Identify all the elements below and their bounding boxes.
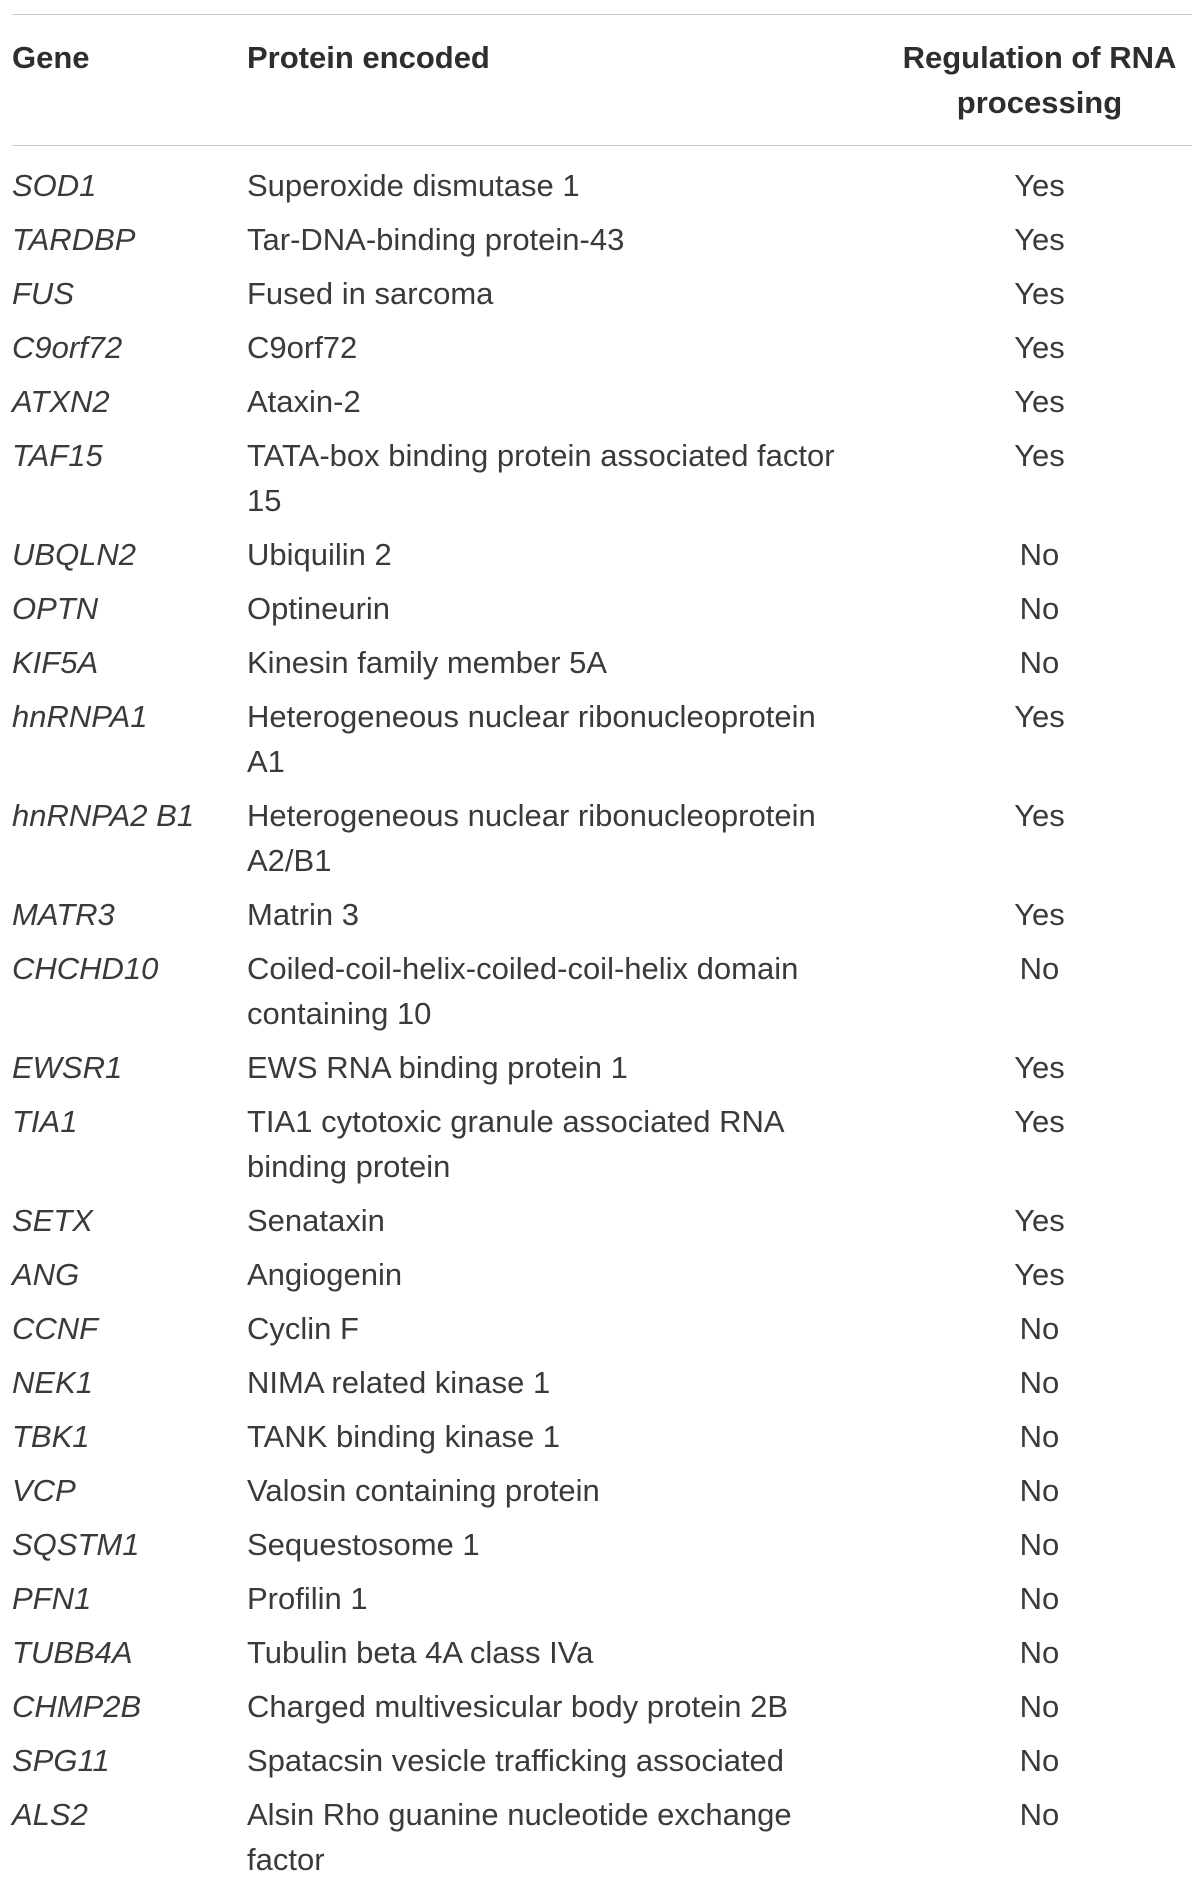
regulation-cell: No: [837, 586, 1192, 640]
table-row: [12, 1414, 1192, 1468]
table-row: [12, 1045, 1192, 1099]
gene-cell: TARDBP: [12, 217, 247, 271]
protein-cell: Coiled-coil-helix-coiled-coil-helix domain containing 10: [247, 946, 837, 1045]
regulation-cell: No: [837, 532, 1192, 586]
table-row: [12, 1306, 1192, 1360]
table-row: [12, 1360, 1192, 1414]
regulation-cell: No: [837, 1738, 1192, 1792]
table-row: [12, 1198, 1192, 1252]
gene-cell: KIF5A: [12, 640, 247, 694]
table-row: [12, 694, 1192, 793]
protein-cell: Cyclin F: [247, 1306, 837, 1360]
protein-cell: Matrin 3: [247, 892, 837, 946]
protein-cell: Sequestosome 1: [247, 1522, 837, 1576]
regulation-cell: Yes: [837, 433, 1192, 532]
gene-cell: SPG11: [12, 1738, 247, 1792]
regulation-cell: No: [837, 1522, 1192, 1576]
table-row: [12, 1738, 1192, 1792]
table-row: [12, 640, 1192, 694]
gene-cell: SETX: [12, 1198, 247, 1252]
gene-cell: ATXN2: [12, 379, 247, 433]
protein-cell: Heterogeneous nuclear ribonucleoprotein A1: [247, 694, 837, 793]
gene-cell: CHMP2B: [12, 1684, 247, 1738]
regulation-cell: No: [837, 1360, 1192, 1414]
regulation-cell: Yes: [837, 892, 1192, 946]
gene-cell: TBK1: [12, 1414, 247, 1468]
regulation-cell: Yes: [837, 325, 1192, 379]
protein-cell: Senataxin: [247, 1198, 837, 1252]
protein-cell: TIA1 cytotoxic granule associated RNA binding protein: [247, 1099, 837, 1198]
regulation-cell: Yes: [837, 1198, 1192, 1252]
gene-cell: SQSTM1: [12, 1522, 247, 1576]
table-row: [12, 1576, 1192, 1630]
regulation-cell: Yes: [837, 1099, 1192, 1198]
regulation-cell: No: [837, 640, 1192, 694]
gene-table: [12, 14, 1192, 1891]
gene-cell: CHCHD10: [12, 946, 247, 1045]
table-row: [12, 1792, 1192, 1891]
gene-cell: NEK1: [12, 1360, 247, 1414]
regulation-cell: Yes: [837, 1252, 1192, 1306]
regulation-cell: Yes: [837, 271, 1192, 325]
table-row: [12, 271, 1192, 325]
table-header: [12, 15, 1192, 146]
gene-cell: EWSR1: [12, 1045, 247, 1099]
gene-cell: ALS2: [12, 1792, 247, 1891]
table-row: [12, 1099, 1192, 1198]
protein-cell: Profilin 1: [247, 1576, 837, 1630]
protein-cell: Angiogenin: [247, 1252, 837, 1306]
regulation-cell: No: [837, 1684, 1192, 1738]
header-regulation: Regulation of RNA processing: [837, 15, 1192, 146]
table-row: [12, 1522, 1192, 1576]
protein-cell: Superoxide dismutase 1: [247, 146, 837, 218]
protein-cell: Fused in sarcoma: [247, 271, 837, 325]
protein-cell: TATA-box binding protein associated factor 15: [247, 433, 837, 532]
gene-cell: hnRNPA2 B1: [12, 793, 247, 892]
table-row: [12, 325, 1192, 379]
table-row: [12, 146, 1192, 218]
protein-cell: C9orf72: [247, 325, 837, 379]
protein-cell: Charged multivesicular body protein 2B: [247, 1684, 837, 1738]
table-row: [12, 892, 1192, 946]
protein-cell: TANK binding kinase 1: [247, 1414, 837, 1468]
protein-cell: Tar-DNA-binding protein-43: [247, 217, 837, 271]
gene-cell: PFN1: [12, 1576, 247, 1630]
regulation-cell: No: [837, 1792, 1192, 1891]
gene-cell: TUBB4A: [12, 1630, 247, 1684]
protein-cell: NIMA related kinase 1: [247, 1360, 837, 1414]
protein-cell: Spatacsin vesicle trafficking associated: [247, 1738, 837, 1792]
regulation-cell: Yes: [837, 793, 1192, 892]
gene-cell: CCNF: [12, 1306, 247, 1360]
gene-cell: TIA1: [12, 1099, 247, 1198]
gene-cell: SOD1: [12, 146, 247, 218]
regulation-cell: No: [837, 946, 1192, 1045]
protein-cell: Optineurin: [247, 586, 837, 640]
table-row: [12, 532, 1192, 586]
header-gene: Gene: [12, 15, 247, 146]
gene-cell: UBQLN2: [12, 532, 247, 586]
gene-cell: MATR3: [12, 892, 247, 946]
regulation-cell: Yes: [837, 694, 1192, 793]
regulation-cell: Yes: [837, 217, 1192, 271]
gene-cell: C9orf72: [12, 325, 247, 379]
regulation-cell: No: [837, 1414, 1192, 1468]
gene-table-container: [12, 14, 1192, 1891]
regulation-cell: No: [837, 1576, 1192, 1630]
gene-cell: OPTN: [12, 586, 247, 640]
gene-cell: VCP: [12, 1468, 247, 1522]
gene-cell: TAF15: [12, 433, 247, 532]
protein-cell: Kinesin family member 5A: [247, 640, 837, 694]
regulation-cell: Yes: [837, 379, 1192, 433]
protein-cell: Ubiquilin 2: [247, 532, 837, 586]
table-row: [12, 379, 1192, 433]
table-body: [12, 146, 1192, 1891]
header-protein: Protein encoded: [247, 15, 837, 146]
table-row: [12, 586, 1192, 640]
regulation-cell: Yes: [837, 146, 1192, 218]
regulation-cell: No: [837, 1468, 1192, 1522]
table-row: [12, 946, 1192, 1045]
table-row: [12, 433, 1192, 532]
protein-cell: Tubulin beta 4A class IVa: [247, 1630, 837, 1684]
table-row: [12, 1252, 1192, 1306]
regulation-cell: Yes: [837, 1045, 1192, 1099]
protein-cell: Valosin containing protein: [247, 1468, 837, 1522]
table-row: [12, 1684, 1192, 1738]
regulation-cell: No: [837, 1306, 1192, 1360]
gene-cell: FUS: [12, 271, 247, 325]
table-row: [12, 217, 1192, 271]
protein-cell: Heterogeneous nuclear ribonucleoprotein A2/B1: [247, 793, 837, 892]
table-row: [12, 1630, 1192, 1684]
gene-cell: ANG: [12, 1252, 247, 1306]
header-row: [12, 15, 1192, 146]
regulation-cell: No: [837, 1630, 1192, 1684]
protein-cell: Alsin Rho guanine nucleotide exchange factor: [247, 1792, 837, 1891]
gene-cell: hnRNPA1: [12, 694, 247, 793]
table-row: [12, 1468, 1192, 1522]
table-row: [12, 793, 1192, 892]
protein-cell: Ataxin-2: [247, 379, 837, 433]
protein-cell: EWS RNA binding protein 1: [247, 1045, 837, 1099]
